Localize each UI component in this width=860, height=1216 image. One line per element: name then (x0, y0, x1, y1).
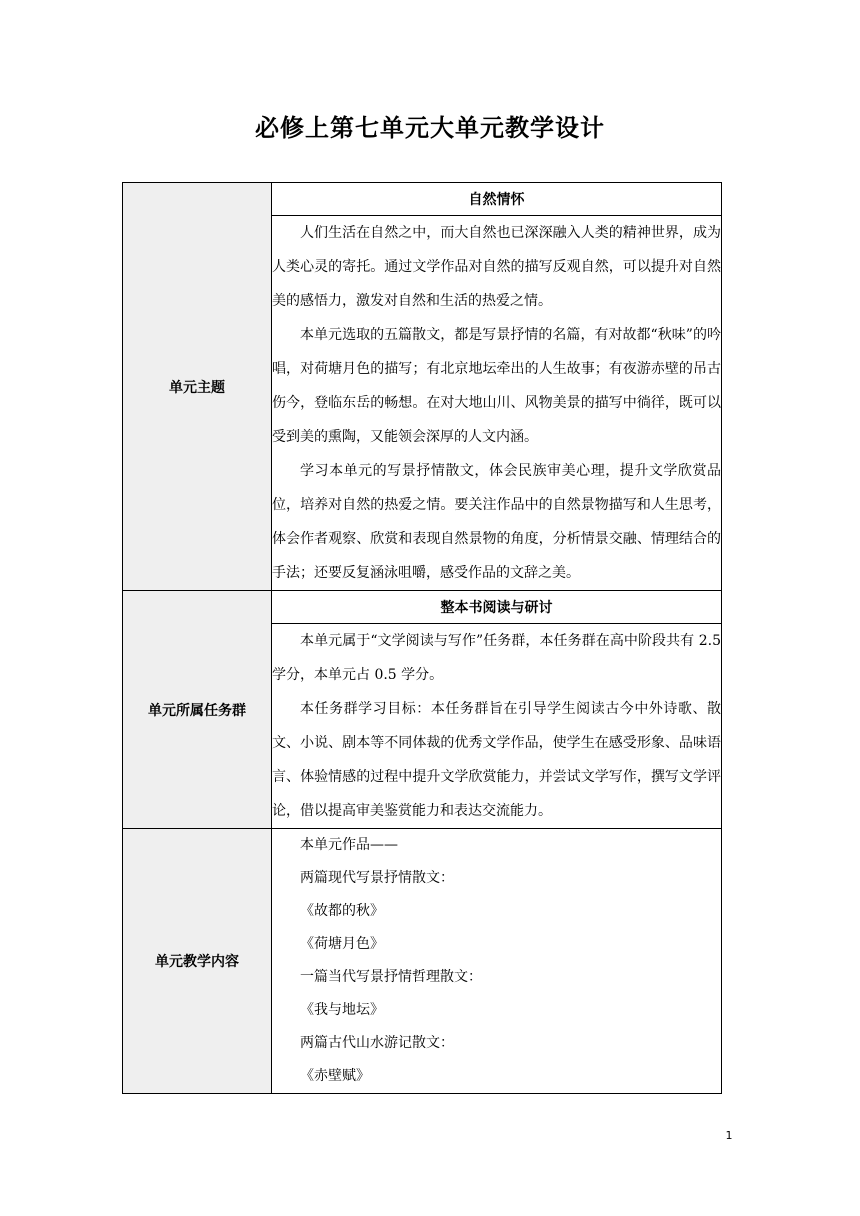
content-line: 《故都的秋》 (300, 903, 384, 919)
document-title: 必修上第七单元大单元教学设计 (255, 114, 605, 142)
paragraph: 本单元属于“文学阅读与写作”任务群，本任务群在高中阶段共有 2.5 学分，本单元占 0.5 学分。 (272, 633, 721, 683)
page-number: 1 (725, 1129, 733, 1142)
content-line: 两篇古代山水游记散文： (300, 1035, 454, 1051)
paragraph: 人们生活在自然之中，而大自然也已深深融入人类的精神世界，成为人类心灵的寄托。通过文学作品对自然的描写反观自然，可以提升对自然美的感悟力，激发对自然和生活的热爱之情。 (272, 225, 721, 309)
body-teaching-content (272, 829, 722, 1094)
label-task-group: 单元所属任务群 (123, 591, 272, 829)
content-line: 一篇当代写景抒情哲理散文： (300, 969, 482, 985)
heading-task-group: 整本书阅读与研讨 (272, 591, 722, 624)
paragraph: 本任务群学习目标：本任务群旨在引导学生阅读古今中外诗歌、散文、小说、剧本等不同体裁的优秀文学作品，使学生在感受形象、品味语言、体验情感的过程中提升文学欣赏能力，并尝试文学写作，撰写文学评论，借以提高审美鉴赏能力和表达交流能力。 (272, 701, 721, 819)
content-line: 《我与地坛》 (300, 1002, 384, 1018)
label-teaching-content: 单元教学内容 (123, 829, 272, 1094)
unit-plan-table (122, 182, 722, 1094)
content-line: 两篇现代写景抒情散文： (300, 870, 454, 886)
body-unit-theme (272, 216, 722, 591)
paragraph: 学习本单元的写景抒情散文，体会民族审美心理，提升文学欣赏品位，培养对自然的热爱之情。要关注作品中的自然景物描写和人生思考，体会作者观察、欣赏和表现自然景物的角度，分析情景交融、情理结合的手法；还要反复涵泳咀嚼，感受作品的文辞之美。 (272, 463, 721, 581)
paragraph: 本单元选取的五篇散文，都是写景抒情的名篇，有对故都“秋味”的吟唱，对荷塘月色的描写；有北京地坛牵出的人生故事；有夜游赤壁的吊古伤今，登临东岳的畅想。在对大地山川、风物美景的描写中徜徉，既可以受到美的熏陶，又能领会深厚的人文内涵。 (272, 327, 721, 445)
content-line: 《荷塘月色》 (300, 936, 384, 952)
label-unit-theme: 单元主题 (123, 183, 272, 591)
table-row-theme-heading (123, 183, 722, 216)
body-task-group (272, 624, 722, 829)
table-row-content (123, 829, 722, 1094)
content-line: 本单元作品—— (300, 837, 398, 853)
heading-unit-theme: 自然情怀 (272, 183, 722, 216)
table-row-taskgroup-heading (123, 591, 722, 624)
content-line: 《赤壁赋》 (300, 1068, 370, 1084)
